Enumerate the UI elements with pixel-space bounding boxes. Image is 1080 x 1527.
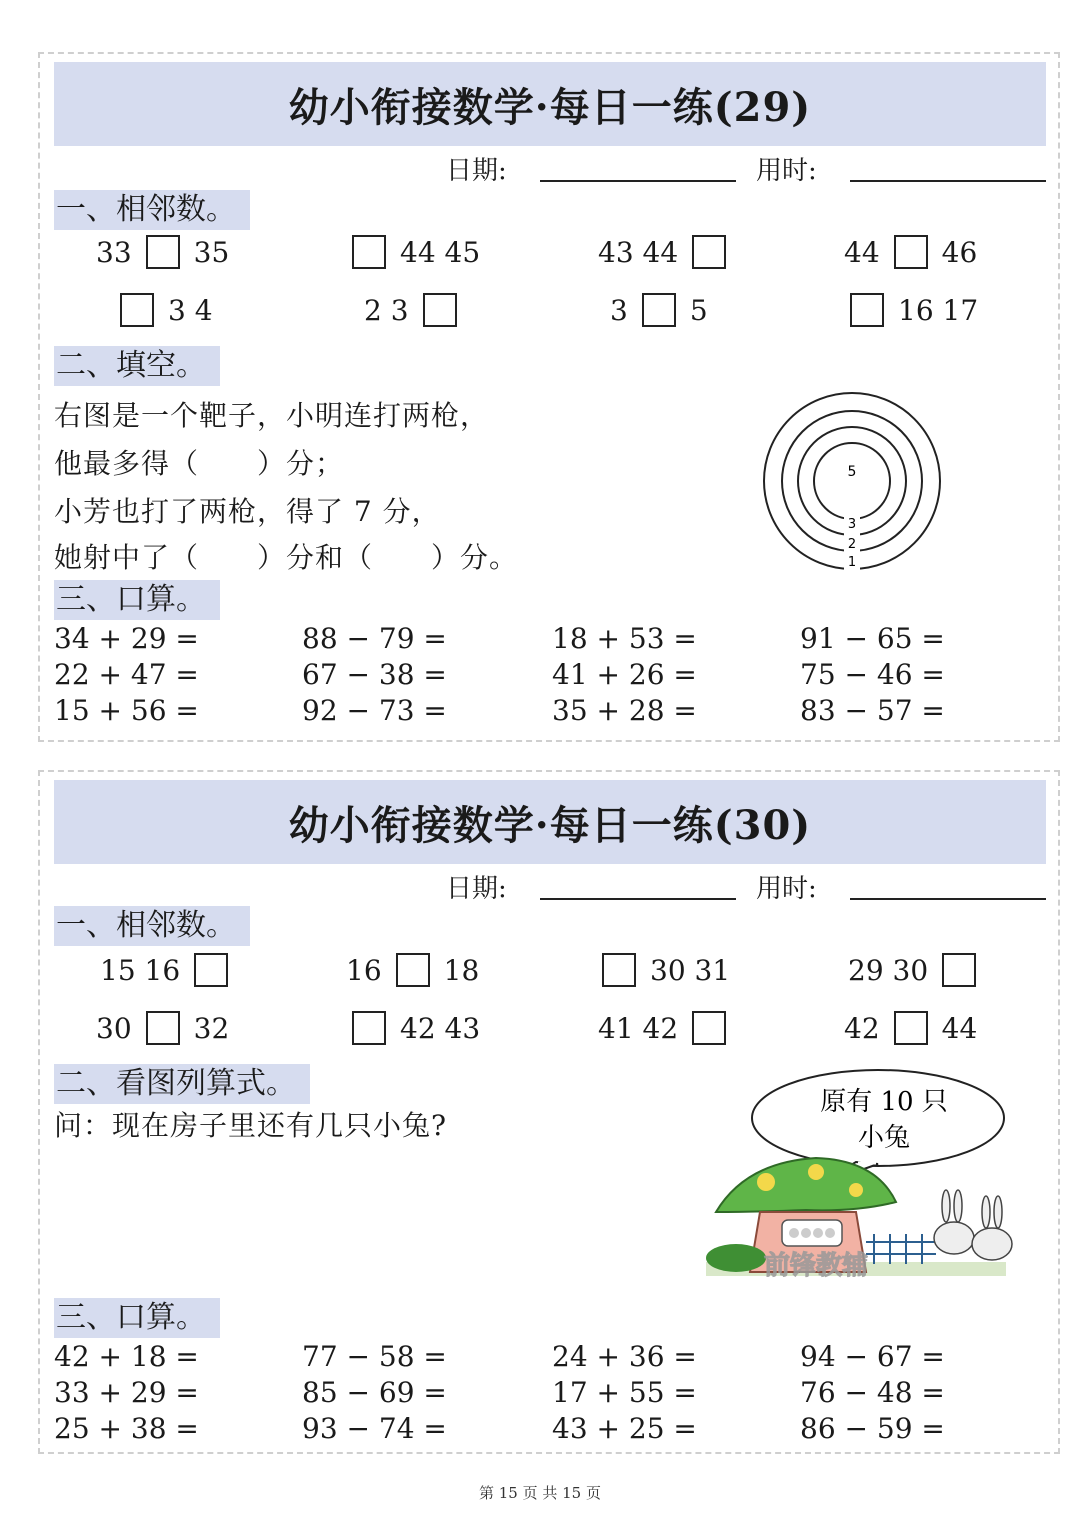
answer-box[interactable]: [602, 953, 636, 987]
bubble-text-line2: 小兔: [857, 1123, 911, 1153]
calc-item: 88 − 79 =: [302, 622, 447, 655]
time-label: 用时:: [756, 874, 817, 904]
calc-item: 94 − 67 =: [800, 1340, 945, 1373]
calc-item: 67 − 38 =: [302, 658, 447, 691]
calc-item: 85 − 69 =: [302, 1376, 447, 1409]
post-number: 18: [443, 953, 480, 987]
calc-item: 34 + 29 =: [54, 622, 199, 655]
adjacent-item: [850, 288, 978, 332]
calc-item: 24 + 36 =: [552, 1340, 697, 1373]
calc-item: 17 + 55 =: [552, 1376, 697, 1409]
calc-item: 83 − 57 =: [800, 694, 945, 727]
target-score-3: 3: [847, 517, 857, 532]
section-mental-math: 三、口算。: [54, 1298, 220, 1338]
answer-box[interactable]: [692, 235, 726, 269]
bubble-text-line1: 原有 10 只: [820, 1087, 948, 1117]
calc-row: [54, 1412, 1046, 1446]
adjacent-item: [602, 948, 730, 992]
post-number: 35: [193, 235, 230, 269]
calc-item: 18 + 53 =: [552, 622, 697, 655]
answer-box[interactable]: [194, 953, 228, 987]
calc-row: [54, 622, 1046, 656]
calc-item: 25 + 38 =: [54, 1412, 199, 1445]
answer-box[interactable]: [894, 235, 928, 269]
running-rabbits: [934, 1190, 1012, 1260]
target-score-5: 5: [847, 464, 857, 480]
section-adjacent-numbers: 一、相邻数。: [54, 190, 250, 230]
calc-item: 41 + 26 =: [552, 658, 697, 691]
calc-item: 35 + 28 =: [552, 694, 697, 727]
target-score-1: 1: [847, 555, 857, 570]
calc-item: 15 + 56 =: [54, 694, 199, 727]
fill-line: 小芳也打了两枪，得了 7 分，: [54, 495, 441, 528]
adjacent-row-1: [54, 230, 1046, 274]
calc-item: 33 + 29 =: [54, 1376, 199, 1409]
adjacent-item: [100, 948, 228, 992]
adjacent-item: [844, 230, 977, 274]
watermark: 前锋教辅: [763, 1251, 869, 1281]
pre-number: 16: [346, 953, 382, 987]
post-number: 16 17: [898, 293, 979, 327]
adjacent-item: [364, 288, 457, 332]
target-ring-4: [814, 443, 890, 519]
post-number: 44: [941, 1011, 978, 1045]
pre-number: 30: [96, 1011, 132, 1045]
worksheet-30: [38, 770, 1060, 1454]
target-diagram: [760, 388, 944, 574]
adjacent-item: [352, 1006, 480, 1050]
cap-spot: [808, 1164, 824, 1180]
date-time-line: [446, 150, 1046, 186]
cap-spot: [849, 1183, 863, 1197]
calc-item: 76 − 48 =: [800, 1376, 945, 1409]
answer-box[interactable]: [120, 293, 154, 327]
pre-number: 43 44: [598, 235, 679, 269]
calc-row: [54, 1340, 1046, 1374]
cap-spot: [757, 1173, 775, 1191]
pre-number: 33: [96, 235, 132, 269]
time-blank[interactable]: [850, 898, 1046, 900]
post-number: 30 31: [650, 953, 731, 987]
answer-box[interactable]: [692, 1011, 726, 1045]
answer-box[interactable]: [352, 235, 386, 269]
date-blank[interactable]: [540, 180, 736, 182]
adjacent-item: [346, 948, 479, 992]
bush: [706, 1244, 766, 1272]
answer-box[interactable]: [146, 1011, 180, 1045]
pre-number: 3: [610, 293, 628, 327]
post-number: 5: [689, 293, 708, 327]
answer-box[interactable]: [423, 293, 457, 327]
calc-item: 42 + 18 =: [54, 1340, 199, 1373]
rabbit-in-window: [801, 1228, 811, 1238]
post-number: 44 45: [400, 235, 481, 269]
adjacent-item: [96, 230, 229, 274]
pre-number: 44: [844, 235, 880, 269]
page-footer: 第 15 页 共 15 页: [478, 1484, 601, 1502]
rabbit-in-window: [789, 1228, 799, 1238]
adjacent-item: [352, 230, 480, 274]
calc-row: [54, 1376, 1046, 1410]
calc-item: 75 − 46 =: [800, 658, 945, 691]
pre-number: 29 30: [848, 953, 929, 987]
adjacent-row-1: [54, 948, 1046, 992]
pre-number: 42: [844, 1011, 880, 1045]
adjacent-item: [598, 1006, 726, 1050]
date-time-line: [446, 868, 1046, 904]
calc-item: 92 − 73 =: [302, 694, 447, 727]
adjacent-item: [844, 1006, 977, 1050]
worksheet-29: [38, 52, 1060, 742]
rabbit-house-illustration: [706, 1062, 1050, 1282]
calc-row: [54, 658, 1046, 692]
pre-number: 2 3: [364, 293, 409, 327]
section-picture-equation: 二、看图列算式。: [54, 1064, 310, 1104]
answer-box[interactable]: [850, 293, 884, 327]
answer-box[interactable]: [942, 953, 976, 987]
fill-line: 他最多得（ ）分；: [54, 447, 345, 480]
answer-box[interactable]: [146, 235, 180, 269]
calc-item: 86 − 59 =: [800, 1412, 945, 1445]
post-number: 3 4: [168, 293, 213, 327]
calc-item: 93 − 74 =: [302, 1412, 447, 1445]
calc-item: 22 + 47 =: [54, 658, 199, 691]
date-label: 日期:: [446, 156, 507, 186]
section-mental-math: 三、口算。: [54, 580, 220, 620]
adjacent-row-2: [54, 288, 1046, 332]
calc-item: 43 + 25 =: [552, 1412, 697, 1445]
adjacent-item: [610, 288, 708, 332]
post-number: 32: [193, 1011, 230, 1045]
time-blank[interactable]: [850, 180, 1046, 182]
question-text: 问：现在房子里还有几只小兔?: [54, 1109, 448, 1142]
time-label: 用时:: [756, 156, 817, 186]
date-label: 日期:: [446, 874, 507, 904]
target-score-2: 2: [847, 537, 857, 552]
adjacent-row-2: [54, 1006, 1046, 1050]
section-adjacent-numbers: 一、相邻数。: [54, 906, 250, 946]
fill-line: 她射中了（ ）分和（ ）分。: [54, 541, 519, 574]
rabbit-in-window: [825, 1228, 835, 1238]
post-number: 42 43: [400, 1011, 481, 1045]
answer-box[interactable]: [642, 293, 676, 327]
adjacent-item: [848, 948, 976, 992]
adjacent-item: [96, 1006, 229, 1050]
fence: [866, 1234, 936, 1264]
section-fill-blank: 二、填空。: [54, 346, 220, 386]
pre-number: 15 16: [100, 953, 181, 987]
calc-item: 77 − 58 =: [302, 1340, 447, 1373]
post-number: 46: [941, 235, 978, 269]
pre-number: 41 42: [598, 1011, 679, 1045]
answer-box[interactable]: [352, 1011, 386, 1045]
worksheet-title: 幼小衔接数学·每日一练(29): [54, 62, 1046, 146]
adjacent-item: [120, 288, 213, 332]
date-blank[interactable]: [540, 898, 736, 900]
answer-box[interactable]: [396, 953, 430, 987]
calc-row: [54, 694, 1046, 728]
answer-box[interactable]: [894, 1011, 928, 1045]
rabbit-in-window: [813, 1228, 823, 1238]
fill-line: 右图是一个靶子，小明连打两枪，: [54, 399, 490, 432]
calc-item: 91 − 65 =: [800, 622, 945, 655]
worksheet-title: 幼小衔接数学·每日一练(30): [54, 780, 1046, 864]
adjacent-item: [598, 230, 726, 274]
